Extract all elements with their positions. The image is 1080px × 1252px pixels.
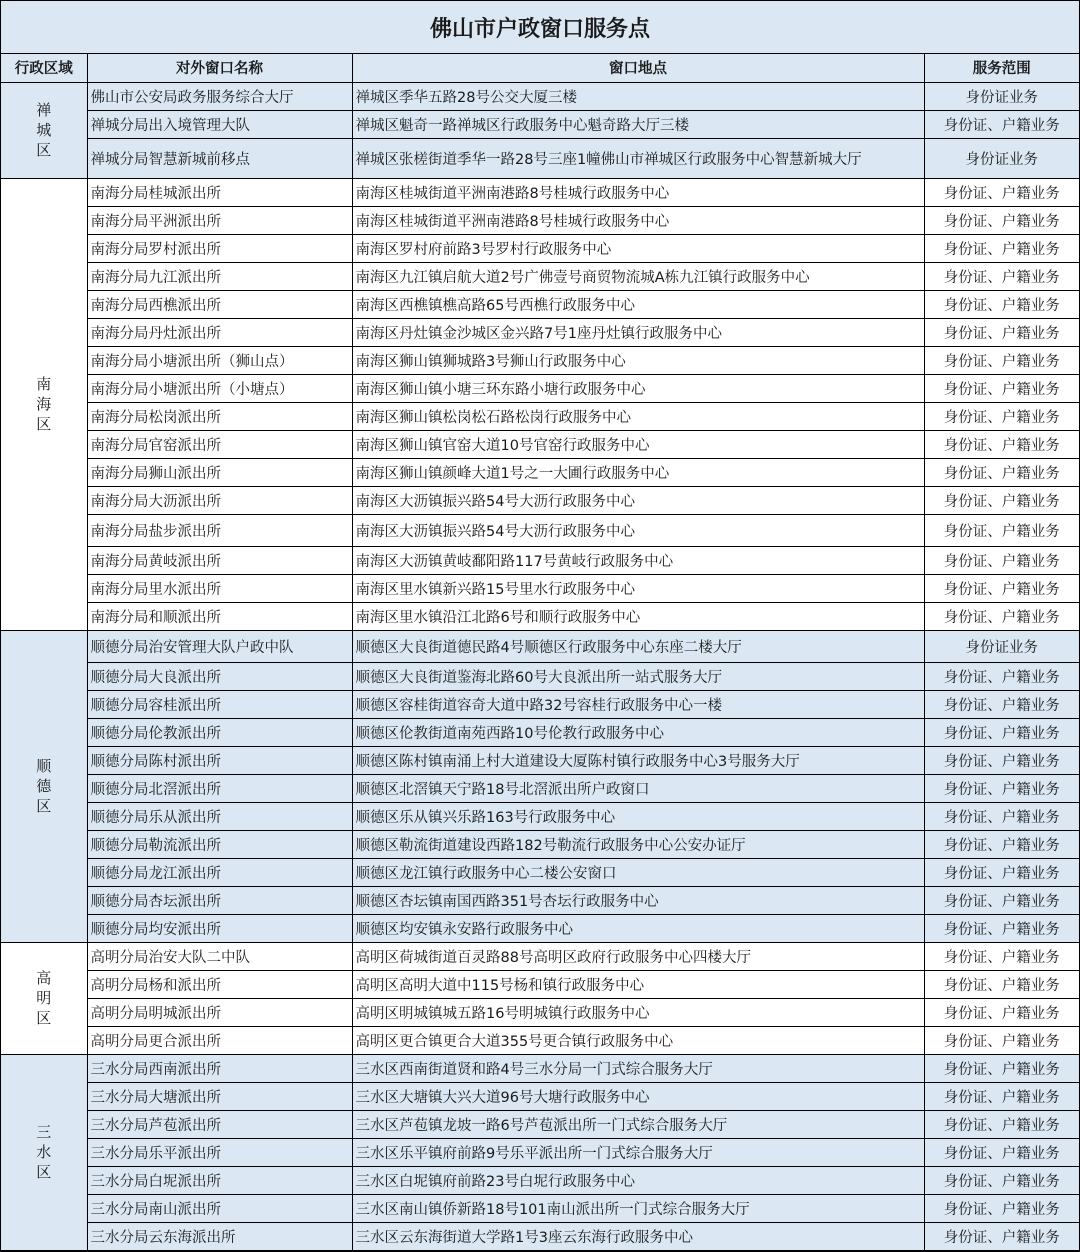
- window-place-cell: 南海区丹灶镇金沙城区金兴路7号1座丹灶镇行政服务中心: [352, 318, 924, 346]
- window-place-cell: 三水区西南街道贤和路4号三水分局一门式综合服务大厅: [352, 1054, 924, 1082]
- service-scope-cell: 身份证、户籍业务: [924, 774, 1079, 802]
- table-row: [1, 690, 1079, 718]
- window-name-cell: 南海分局黄岐派出所: [87, 546, 352, 574]
- window-place-cell: 南海区里水镇沿江北路6号和顺行政服务中心: [352, 602, 924, 630]
- service-scope-cell: 身份证、户籍业务: [924, 374, 1079, 402]
- window-name-cell: 顺德分局陈村派出所: [87, 746, 352, 774]
- header-window-name: 对外窗口名称: [87, 54, 352, 82]
- window-name-cell: 顺德分局北滘派出所: [87, 774, 352, 802]
- table-row: [1, 110, 1079, 138]
- table-row: [1, 746, 1079, 774]
- header-window-place: 窗口地点: [352, 54, 924, 82]
- table-row: [1, 858, 1079, 886]
- service-scope-cell: 身份证、户籍业务: [924, 718, 1079, 746]
- window-place-cell: 三水区云东海街道大学路1号3座云东海行政服务中心: [352, 1222, 924, 1250]
- region-label: 高明区: [36, 969, 52, 1027]
- window-name-cell: 顺德分局容桂派出所: [87, 690, 352, 718]
- window-place-cell: 顺德区北滘镇天宁路18号北滘派出所户政窗口: [352, 774, 924, 802]
- window-place-cell: 南海区西樵镇樵高路65号西樵行政服务中心: [352, 290, 924, 318]
- service-scope-cell: 身份证业务: [924, 630, 1079, 662]
- table-row: [1, 402, 1079, 430]
- region-label: 顺德区: [36, 757, 52, 815]
- window-name-cell: 高明分局治安大队二中队: [87, 942, 352, 970]
- service-scope-cell: 身份证、户籍业务: [924, 1166, 1079, 1194]
- window-place-cell: 南海区桂城街道平洲南港路8号桂城行政服务中心: [352, 178, 924, 206]
- service-scope-cell: 身份证业务: [924, 138, 1079, 178]
- window-place-cell: 三水区芦苞镇龙坡一路6号芦苞派出所一门式综合服务大厅: [352, 1110, 924, 1138]
- region-label: 三水区: [36, 1123, 52, 1181]
- service-scope-cell: 身份证、户籍业务: [924, 514, 1079, 546]
- service-scope-cell: 身份证、户籍业务: [924, 886, 1079, 914]
- table-row: [1, 1194, 1079, 1222]
- window-name-cell: 三水分局西南派出所: [87, 1054, 352, 1082]
- window-place-cell: 南海区狮山镇颜峰大道1号之一大圃行政服务中心: [352, 458, 924, 486]
- window-name-cell: 高明分局更合派出所: [87, 1026, 352, 1054]
- window-place-cell: 南海区里水镇新兴路15号里水行政服务中心: [352, 574, 924, 602]
- table-row: [1, 574, 1079, 602]
- service-scope-cell: 身份证、户籍业务: [924, 318, 1079, 346]
- window-name-cell: 禅城分局出入境管理大队: [87, 110, 352, 138]
- table-row: [1, 234, 1079, 262]
- window-name-cell: 三水分局乐平派出所: [87, 1138, 352, 1166]
- header-region: 行政区域: [1, 54, 87, 82]
- service-scope-cell: 身份证、户籍业务: [924, 1054, 1079, 1082]
- window-name-cell: 南海分局里水派出所: [87, 574, 352, 602]
- table-header-row: [1, 54, 1079, 82]
- service-scope-cell: 身份证、户籍业务: [924, 746, 1079, 774]
- window-place-cell: 南海区九江镇启航大道2号广佛壹号商贸物流城A栋九江镇行政服务中心: [352, 262, 924, 290]
- table-row: [1, 774, 1079, 802]
- service-scope-cell: 身份证、户籍业务: [924, 970, 1079, 998]
- table-row: [1, 262, 1079, 290]
- window-place-cell: 顺德区容桂街道容奇大道中路32号容桂行政服务中心一楼: [352, 690, 924, 718]
- service-scope-cell: 身份证、户籍业务: [924, 1110, 1079, 1138]
- window-name-cell: 顺德分局均安派出所: [87, 914, 352, 942]
- window-name-cell: 顺德分局伦教派出所: [87, 718, 352, 746]
- window-name-cell: 高明分局明城派出所: [87, 998, 352, 1026]
- window-name-cell: 三水分局南山派出所: [87, 1194, 352, 1222]
- service-scope-cell: 身份证、户籍业务: [924, 262, 1079, 290]
- table-row: [1, 662, 1079, 690]
- window-place-cell: 南海区狮山镇松岗松石路松岗行政服务中心: [352, 402, 924, 430]
- window-name-cell: 南海分局小塘派出所（狮山点）: [87, 346, 352, 374]
- window-name-cell: 南海分局西樵派出所: [87, 290, 352, 318]
- region-label: 南海区: [36, 375, 52, 433]
- window-name-cell: 南海分局盐步派出所: [87, 514, 352, 546]
- window-place-cell: 顺德区陈村镇南涌上村大道建设大厦陈村镇行政服务中心3号服务大厅: [352, 746, 924, 774]
- window-name-cell: 顺德分局龙江派出所: [87, 858, 352, 886]
- window-place-cell: 顺德区均安镇永安路行政服务中心: [352, 914, 924, 942]
- window-place-cell: 三水区南山镇侨新路18号101南山派出所一门式综合服务大厅: [352, 1194, 924, 1222]
- table-row: [1, 546, 1079, 574]
- window-place-cell: 禅城区张槎街道季华一路28号三座1幢佛山市禅城区行政服务中心智慧新城大厅: [352, 138, 924, 178]
- table-row: [1, 458, 1079, 486]
- service-scope-cell: 身份证、户籍业务: [924, 546, 1079, 574]
- window-place-cell: 南海区狮山镇官窑大道10号官窑行政服务中心: [352, 430, 924, 458]
- window-name-cell: 顺德分局治安管理大队户政中队: [87, 630, 352, 662]
- region-cell: [1, 942, 87, 1054]
- table-row: [1, 1110, 1079, 1138]
- service-scope-cell: 身份证、户籍业务: [924, 1138, 1079, 1166]
- window-place-cell: 南海区大沥镇振兴路54号大沥行政服务中心: [352, 514, 924, 546]
- service-scope-cell: 身份证、户籍业务: [924, 110, 1079, 138]
- service-scope-cell: 身份证、户籍业务: [924, 602, 1079, 630]
- window-name-cell: 南海分局罗村派出所: [87, 234, 352, 262]
- table-row: [1, 942, 1079, 970]
- table-row: [1, 430, 1079, 458]
- window-place-cell: 南海区狮山镇小塘三环东路小塘行政服务中心: [352, 374, 924, 402]
- window-place-cell: 三水区白坭镇府前路23号白坭行政服务中心: [352, 1166, 924, 1194]
- service-scope-cell: 身份证、户籍业务: [924, 830, 1079, 858]
- window-place-cell: 顺德区大良街道德民路4号顺德区行政服务中心东座二楼大厅: [352, 630, 924, 662]
- table-row: [1, 138, 1079, 178]
- window-place-cell: 禅城区季华五路28号公交大厦三楼: [352, 82, 924, 110]
- table-row: [1, 602, 1079, 630]
- window-place-cell: 南海区罗村府前路3号罗村行政服务中心: [352, 234, 924, 262]
- service-scope-cell: 身份证、户籍业务: [924, 1026, 1079, 1054]
- table-row: [1, 178, 1079, 206]
- table-row: [1, 886, 1079, 914]
- table-row: [1, 1166, 1079, 1194]
- window-name-cell: 高明分局杨和派出所: [87, 970, 352, 998]
- region-cell: [1, 178, 87, 630]
- window-name-cell: 三水分局大塘派出所: [87, 1082, 352, 1110]
- window-name-cell: 三水分局白坭派出所: [87, 1166, 352, 1194]
- service-scope-cell: 身份证、户籍业务: [924, 942, 1079, 970]
- region-label: 禅城区: [36, 101, 52, 159]
- window-place-cell: 南海区大沥镇振兴路54号大沥行政服务中心: [352, 486, 924, 514]
- window-name-cell: 南海分局桂城派出所: [87, 178, 352, 206]
- window-place-cell: 高明区高明大道中115号杨和镇行政服务中心: [352, 970, 924, 998]
- service-scope-cell: 身份证、户籍业务: [924, 858, 1079, 886]
- service-scope-cell: 身份证业务: [924, 82, 1079, 110]
- window-place-cell: 三水区乐平镇府前路9号乐平派出所一门式综合服务大厅: [352, 1138, 924, 1166]
- table-row: [1, 1138, 1079, 1166]
- window-name-cell: 顺德分局勒流派出所: [87, 830, 352, 858]
- window-place-cell: 南海区桂城街道平洲南港路8号桂城行政服务中心: [352, 206, 924, 234]
- service-point-table: [1, 54, 1079, 1251]
- table-row: [1, 1222, 1079, 1250]
- window-place-cell: 顺德区勒流街道建设西路182号勒流行政服务中心公安办证厅: [352, 830, 924, 858]
- window-place-cell: 顺德区大良街道鉴海北路60号大良派出所一站式服务大厅: [352, 662, 924, 690]
- window-place-cell: 顺德区伦教街道南苑西路10号伦教行政服务中心: [352, 718, 924, 746]
- window-place-cell: 三水区大塘镇大兴大道96号大塘行政服务中心: [352, 1082, 924, 1110]
- table-row: [1, 998, 1079, 1026]
- service-scope-cell: 身份证、户籍业务: [924, 574, 1079, 602]
- table-row: [1, 206, 1079, 234]
- service-scope-cell: 身份证、户籍业务: [924, 998, 1079, 1026]
- window-name-cell: 南海分局小塘派出所（小塘点）: [87, 374, 352, 402]
- region-cell: [1, 1054, 87, 1250]
- window-name-cell: 顺德分局杏坛派出所: [87, 886, 352, 914]
- window-name-cell: 顺德分局大良派出所: [87, 662, 352, 690]
- window-name-cell: 南海分局丹灶派出所: [87, 318, 352, 346]
- window-name-cell: 南海分局和顺派出所: [87, 602, 352, 630]
- service-scope-cell: 身份证、户籍业务: [924, 690, 1079, 718]
- table-row: [1, 802, 1079, 830]
- table-row: [1, 1082, 1079, 1110]
- window-name-cell: 南海分局平洲派出所: [87, 206, 352, 234]
- table-row: [1, 514, 1079, 546]
- window-name-cell: 三水分局云东海派出所: [87, 1222, 352, 1250]
- service-scope-cell: 身份证、户籍业务: [924, 346, 1079, 374]
- table-row: [1, 346, 1079, 374]
- window-name-cell: 南海分局松岗派出所: [87, 402, 352, 430]
- window-place-cell: 禅城区魁奇一路禅城区行政服务中心魁奇路大厅三楼: [352, 110, 924, 138]
- window-place-cell: 顺德区乐从镇兴乐路163号行政服务中心: [352, 802, 924, 830]
- table-row: [1, 970, 1079, 998]
- table-row: [1, 1054, 1079, 1082]
- table-row: [1, 630, 1079, 662]
- table-row: [1, 486, 1079, 514]
- table-row: [1, 1026, 1079, 1054]
- service-scope-cell: 身份证、户籍业务: [924, 802, 1079, 830]
- service-scope-cell: 身份证、户籍业务: [924, 1222, 1079, 1250]
- window-place-cell: 高明区明城镇城五路16号明城镇行政服务中心: [352, 998, 924, 1026]
- window-place-cell: 顺德区杏坛镇南国西路351号杏坛行政服务中心: [352, 886, 924, 914]
- window-name-cell: 南海分局狮山派出所: [87, 458, 352, 486]
- window-place-cell: 南海区大沥镇黄岐鄱阳路117号黄岐行政服务中心: [352, 546, 924, 574]
- window-name-cell: 禅城分局智慧新城前移点: [87, 138, 352, 178]
- window-name-cell: 三水分局芦苞派出所: [87, 1110, 352, 1138]
- service-scope-cell: 身份证、户籍业务: [924, 458, 1079, 486]
- table-row: [1, 914, 1079, 942]
- service-scope-cell: 身份证、户籍业务: [924, 206, 1079, 234]
- service-scope-cell: 身份证、户籍业务: [924, 290, 1079, 318]
- service-scope-cell: 身份证、户籍业务: [924, 662, 1079, 690]
- table-row: [1, 290, 1079, 318]
- service-scope-cell: 身份证、户籍业务: [924, 1194, 1079, 1222]
- window-name-cell: 南海分局大沥派出所: [87, 486, 352, 514]
- header-service-scope: 服务范围: [924, 54, 1079, 82]
- region-cell: [1, 82, 87, 178]
- table-body: [1, 82, 1079, 1250]
- service-scope-cell: 身份证、户籍业务: [924, 486, 1079, 514]
- window-place-cell: 顺德区龙江镇行政服务中心二楼公安窗口: [352, 858, 924, 886]
- table-row: [1, 718, 1079, 746]
- service-scope-cell: 身份证、户籍业务: [924, 402, 1079, 430]
- window-place-cell: 高明区荷城街道百灵路88号高明区政府行政服务中心四楼大厅: [352, 942, 924, 970]
- service-scope-cell: 身份证、户籍业务: [924, 914, 1079, 942]
- window-name-cell: 佛山市公安局政务服务综合大厅: [87, 82, 352, 110]
- window-name-cell: 顺德分局乐从派出所: [87, 802, 352, 830]
- table-row: [1, 318, 1079, 346]
- window-name-cell: 南海分局九江派出所: [87, 262, 352, 290]
- window-place-cell: 南海区狮山镇狮城路3号狮山行政服务中心: [352, 346, 924, 374]
- service-scope-cell: 身份证、户籍业务: [924, 430, 1079, 458]
- table-row: [1, 374, 1079, 402]
- service-scope-cell: 身份证、户籍业务: [924, 178, 1079, 206]
- window-place-cell: 高明区更合镇更合大道355号更合镇行政服务中心: [352, 1026, 924, 1054]
- table-row: [1, 830, 1079, 858]
- service-scope-cell: 身份证、户籍业务: [924, 1082, 1079, 1110]
- window-name-cell: 南海分局官窑派出所: [87, 430, 352, 458]
- page-title: 佛山市户政窗口服务点: [1, 1, 1079, 54]
- region-cell: [1, 630, 87, 942]
- service-scope-cell: 身份证、户籍业务: [924, 234, 1079, 262]
- table-row: [1, 82, 1079, 110]
